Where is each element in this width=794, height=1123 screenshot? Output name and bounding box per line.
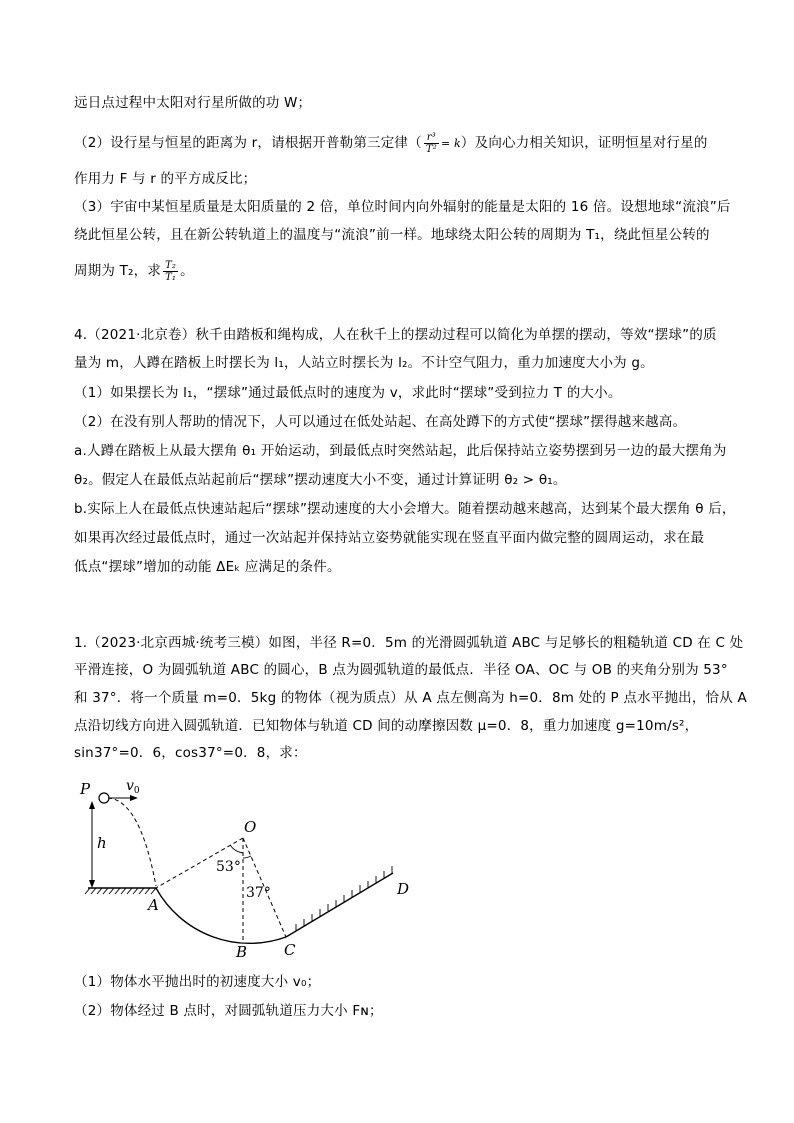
- height-arrow-up: [89, 801, 95, 809]
- label-d: D: [397, 880, 410, 898]
- q1-sub-1: （1）物体水平抛出时的初速度大小 v₀；: [74, 974, 321, 990]
- kepler-denominator: T²: [425, 143, 437, 155]
- q4-line-7: b.实际上人在最低点快速站起后“摆球”摆动速度的大小会增大。随着摆动越来越高，达到某个最大摆角 θ 后，: [74, 501, 736, 517]
- q3-part3-line3: [74, 256, 194, 286]
- q3-part2-line2: 作用力 F 与 r 的平方成反比；: [74, 171, 257, 187]
- period-numerator: T₂: [165, 259, 177, 271]
- label-p: P: [80, 780, 91, 798]
- q1-line-5: sin37°=0．6，cos37°=0．8，求：: [74, 745, 307, 761]
- period-fraction: [163, 260, 178, 283]
- label-angle-37: 37°: [246, 885, 271, 901]
- q4-line-2: 量为 m，人蹲在踏板上时摆长为 l₁，人站立时摆长为 l₂。不计空气阻力，重力加速度大小为 g。: [74, 355, 654, 371]
- label-o: O: [244, 818, 257, 836]
- q1-line-4: 点沿切线方向进入圆弧轨道．已知物体与轨道 CD 间的动摩擦因数 μ=0．8，重力加速度 g=10m/s²，: [74, 718, 699, 734]
- q4-line-8: 如果再次经过最低点时，通过一次站起并保持站立姿势就能实现在竖直平面内做完整的圆周运动，求在最: [74, 530, 705, 546]
- q1-line-3: 和 37°．将一个质量 m=0．5kg 的物体（视为质点）从 A 点左侧高为 h=0．8m 处的 P 点水平抛出，恰从 A: [74, 690, 747, 706]
- track-diagram: [70, 770, 430, 970]
- q1-line-1: 1.（2023·北京西城·统考三模）如图，半径 R=0．5m 的光滑圆弧轨道 ABC 与足够长的粗糙轨道 CD 在 C 处: [74, 635, 744, 651]
- q4-line-3: （1）如果摆长为 l₁，“摆球”通过最低点时的速度为 v，求此时“摆球”受到拉力 T 的大小。: [74, 385, 622, 401]
- label-angle-53: 53°: [216, 859, 241, 875]
- kepler-fraction: [424, 132, 439, 155]
- q3-part3-line1: （3）宇宙中某恒星质量是太阳质量的 2 倍，单位时间内向外辐射的能量是太阳的 16 倍。设想地球“流浪”后: [74, 199, 731, 215]
- track-hatching: [296, 866, 392, 931]
- q1-sub-2: （2）物体经过 B 点时，对圆弧轨道压力大小 Fɴ；: [74, 1003, 383, 1019]
- kepler-equals: = k: [440, 137, 461, 150]
- q4-line-1: 4.（2021·北京卷）秋千由踏板和绳构成，人在秋千上的摆动过程可以简化为单摆的摆动，等效“摆球”的质: [74, 327, 717, 343]
- q3-part2-text-b: ）及向心力相关知识，证明恒星对行星的: [460, 135, 708, 151]
- period-denominator: T₁: [165, 271, 177, 283]
- angle-arc-53: [230, 845, 243, 853]
- label-v0: $v_0$: [126, 778, 140, 796]
- q3-part2-line1: [74, 128, 708, 159]
- angle-arc-37: [243, 856, 251, 858]
- q4-line-9: 低点“摆球”增加的动能 ΔEₖ 应满足的条件。: [74, 559, 341, 575]
- q3-line-work: 远日点过程中太阳对行星所做的功 W；: [74, 95, 312, 111]
- label-c: C: [284, 941, 296, 959]
- label-h: h: [97, 834, 107, 852]
- q4-line-5: a.人蹲在踏板上从最大摆角 θ₁ 开始运动，到最低点时突然站起，此后保持站立姿势摆到另一边的最大摆角为: [74, 443, 727, 459]
- q4-line-4: （2）在没有别人帮助的情况下，人可以通过在低处站起、在高处蹲下的方式使“摆球”摆得越来越高。: [74, 414, 687, 430]
- kepler-numerator: r³: [424, 132, 439, 144]
- track-cd: [286, 873, 393, 937]
- q3-part3-end: 。: [180, 263, 194, 279]
- label-b: B: [236, 943, 248, 961]
- q3-part3-line2: 绕此恒星公转，且在新公转轨道上的温度与“流浪”前一样。地球绕太阳公转的周期为 T₁，绕此恒星公转的: [74, 227, 710, 243]
- q3-part2-text-a: （2）设行星与恒星的距离为 r，请根据开普勒第三定律（: [74, 135, 422, 151]
- q4-line-6: θ₂。假定人在最低点站起前后“摆球”摆动速度大小不变，通过计算证明 θ₂ > θ₁。: [74, 472, 567, 488]
- ground-hatching-left: [85, 888, 156, 894]
- label-a: A: [148, 896, 159, 914]
- projectile-path: [108, 798, 156, 886]
- ball-p: [99, 793, 109, 803]
- q1-line-2: 平滑连接，O 为圆弧轨道 ABC 的圆心，B 点为圆弧轨道的最低点．半径 OA、OC 与 OB 的夹角分别为 53°: [74, 662, 728, 678]
- height-arrow-down: [89, 880, 95, 888]
- q3-part3-text-c: 周期为 T₂，求: [74, 263, 162, 279]
